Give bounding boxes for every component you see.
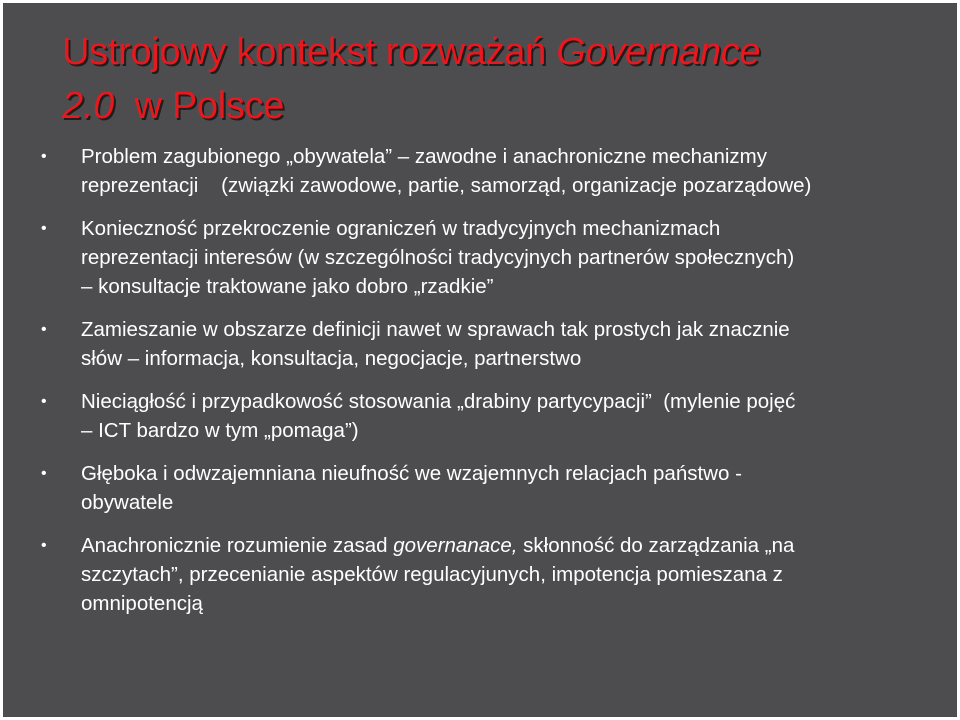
bullet-line: Nieciągłość i przypadkowość stosowania „drabiny partycypacji” (mylenie pojęć: [81, 390, 796, 413]
bullet-item: [33, 214, 933, 301]
bullet-line: reprezentacji interesów (w szczególności tradycyjnych partnerów społecznych): [81, 246, 795, 269]
bullet-text: Anachronicznie rozumienie zasad: [81, 534, 394, 557]
slide-title: [62, 25, 922, 133]
title-text: w Polsce: [113, 85, 285, 127]
bullet-line: Zamieszanie w obszarze definicji nawet w sprawach tak prostych jak znacznie: [81, 318, 790, 341]
bullet-dot-icon: •: [41, 220, 47, 237]
bullet-line: – konsultacje traktowane jako dobro „rzadkie”: [81, 275, 494, 298]
bullet-line: słów – informacja, konsultacja, negocjacje, partnerstwo: [81, 347, 582, 370]
bullet-line: reprezentacji (związki zawodowe, partie, samorząd, organizacje pozarządowe): [81, 174, 812, 197]
bullet-line: [81, 531, 933, 560]
title-line-2: [62, 79, 922, 133]
bullet-item: [33, 315, 933, 373]
bullet-dot-icon: •: [41, 148, 47, 165]
title-version: 2.0: [62, 85, 114, 127]
bullet-dot-icon: •: [41, 321, 47, 338]
bullet-line: Konieczność przekroczenie ograniczeń w tradycyjnych mechanizmach: [81, 217, 721, 240]
bullet-item: [33, 459, 933, 517]
bullet-item: [33, 387, 933, 445]
bullet-item: [33, 531, 933, 618]
bullet-dot-icon: •: [41, 537, 47, 554]
title-emphasis: Governance: [556, 31, 761, 73]
bullet-line: – ICT bardzo w tym „pomaga”): [81, 419, 359, 442]
bullet-dot-icon: •: [41, 465, 47, 482]
bullet-text: skłonność do zarządzania „na: [517, 534, 795, 557]
bullet-line: obywatele: [81, 491, 174, 514]
bullet-list: [33, 142, 933, 632]
bullet-item: [33, 142, 933, 200]
bullet-line: Problem zagubionego „obywatela” – zawodne i anachroniczne mechanizmy: [81, 145, 767, 168]
bullet-line: szczytach”, przecenianie aspektów regulacyjunych, impotencja pomieszana z: [81, 563, 783, 586]
bullet-line: Głęboka i odwzajemniana nieufność we wzajemnych relacjach państwo -: [81, 462, 742, 485]
bullet-emphasis: governanace,: [393, 534, 518, 557]
title-line-1: [62, 25, 922, 79]
bullet-line: omnipotencją: [81, 592, 203, 615]
slide: [3, 3, 957, 717]
title-text: Ustrojowy kontekst rozważań: [62, 31, 557, 73]
bullet-dot-icon: •: [41, 393, 47, 410]
